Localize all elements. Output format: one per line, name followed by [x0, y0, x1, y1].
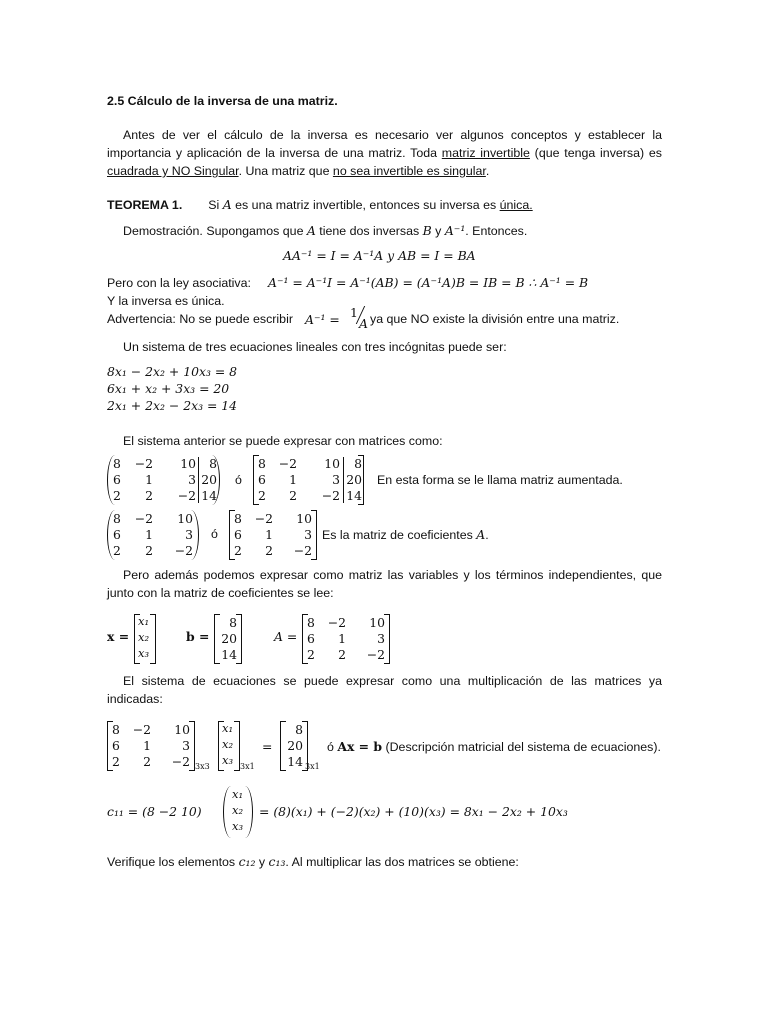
express-intro: El sistema anterior se puede expresar con matrices como:	[123, 434, 443, 448]
augmented-matrix-paren: 8 −2 10 6 1 3 2 2 −2 8 20 14	[107, 455, 220, 505]
c11-x-vector: x₁ x₂ x₃	[223, 786, 253, 838]
mult-b-vector: 8 20 14	[280, 721, 308, 771]
coef-label: Es la matriz de coeficientes A.	[322, 527, 489, 542]
A-matrix: 8 −2 10 6 1 3 2 2 −2	[302, 614, 390, 664]
underline-invertible: matriz invertible	[441, 146, 530, 160]
theorem-line: TEOREMA 1. Si A es una matriz invertible, entonces su inversa es única.	[107, 197, 533, 212]
system-intro: Un sistema de tres ecuaciones lineales con tres incógnitas puede ser:	[123, 340, 507, 354]
warning-eq-left: A⁻¹ =	[305, 312, 340, 327]
system-eq-1: 8x₁ − 2x₂ + 10x₃ = 8	[107, 364, 238, 379]
demo-line: Demostración. Supongamos que A tiene dos inversas B y A⁻¹. Entonces.	[123, 223, 528, 238]
augmented-matrix-bracket: 8 −2 10 6 1 3 2 2 −2 8 20 14	[253, 455, 364, 505]
or-1: ó	[235, 473, 242, 487]
fraction-numerator: 1	[350, 305, 358, 320]
or-2: ó	[211, 527, 218, 541]
mult-x-vector: x₁ x₂ x₃	[218, 721, 240, 771]
assoc-label: Pero con la ley asociativa:	[107, 276, 251, 290]
augmented-label: En esta forma se le llama matriz aumentada.	[377, 473, 623, 487]
coef-matrix-bracket: 8 −2 10 6 1 3 2 2 −2	[229, 510, 317, 560]
underline-singular: no sea invertible es singular	[332, 164, 486, 178]
x-label: x =	[107, 629, 130, 644]
system-eq-3: 2x₁ + 2x₂ − 2x₃ = 14	[107, 398, 238, 413]
mult-equals: =	[262, 739, 273, 754]
warning-rest: ya que NO existe la división entre una matriz.	[370, 312, 620, 326]
dim-3x1-x: 3x1	[240, 762, 255, 771]
mult-paragraph: El sistema de ecuaciones se puede expresar como una multiplicación de las matrices ya indicadas:	[107, 674, 662, 706]
unique-line: Y la inversa es única.	[107, 294, 225, 308]
verify-line: Verifique los elementos c₁₂ y c₁₃. Al multiplicar las dos matrices se obtiene:	[107, 854, 519, 869]
b-label: b =	[186, 629, 210, 644]
also-paragraph: Pero además podemos expresar como matriz las variables y los términos independientes, que junto con la matriz de coeficientes se lee:	[107, 568, 662, 600]
dim-3x3: 3x3	[195, 762, 210, 771]
c11-expansion: = (8)(x₁) + (−2)(x₂) + (10)(x₃) = 8x₁ − 2x₂ + 10x₃	[259, 804, 568, 819]
system-eq-2: 6x₁ + x₂ + 3x₃ = 20	[107, 381, 230, 396]
fraction-denominator: A	[359, 316, 368, 331]
matrix-description: ó Ax = b (Descripción matricial del sistema de ecuaciones).	[327, 739, 661, 754]
A-label: A =	[274, 629, 298, 644]
mult-A-matrix: 8 −2 10 6 1 3 2 2 −2	[107, 721, 195, 771]
b-vector: 8 20 14	[214, 614, 242, 664]
c11-label: c₁₁ = (8 −2 10)	[107, 804, 202, 819]
coef-matrix-paren: 8 −2 10 6 1 3 2 2 −2	[107, 510, 199, 560]
intro-paragraph: Antes de ver el cálculo de la inversa es necesario ver algunos conceptos y establecer la importancia y aplicación de la inversa de una matriz. Toda matriz invertible (que tenga inversa) es cuadrada y NO Singular. Una matriz que no sea invertible es singular.	[107, 128, 662, 178]
dim-3x1-b: 3x1	[305, 762, 320, 771]
x-vector: x₁ x₂ x₃	[134, 614, 156, 664]
underline-square: cuadrada y NO Singular	[107, 164, 239, 178]
theorem-label: TEOREMA 1.	[107, 198, 183, 212]
section-title: 2.5 Cálculo de la inversa de una matriz.	[107, 94, 338, 108]
warning-line: Advertencia: No se puede escribir	[107, 312, 293, 326]
equation-main: AA⁻¹ = I = A⁻¹A y AB = I = BA	[283, 248, 476, 263]
assoc-equation: A⁻¹ = A⁻¹I = A⁻¹(AB) = (A⁻¹A)B = IB = B ∴ A⁻¹ = B	[268, 275, 589, 290]
